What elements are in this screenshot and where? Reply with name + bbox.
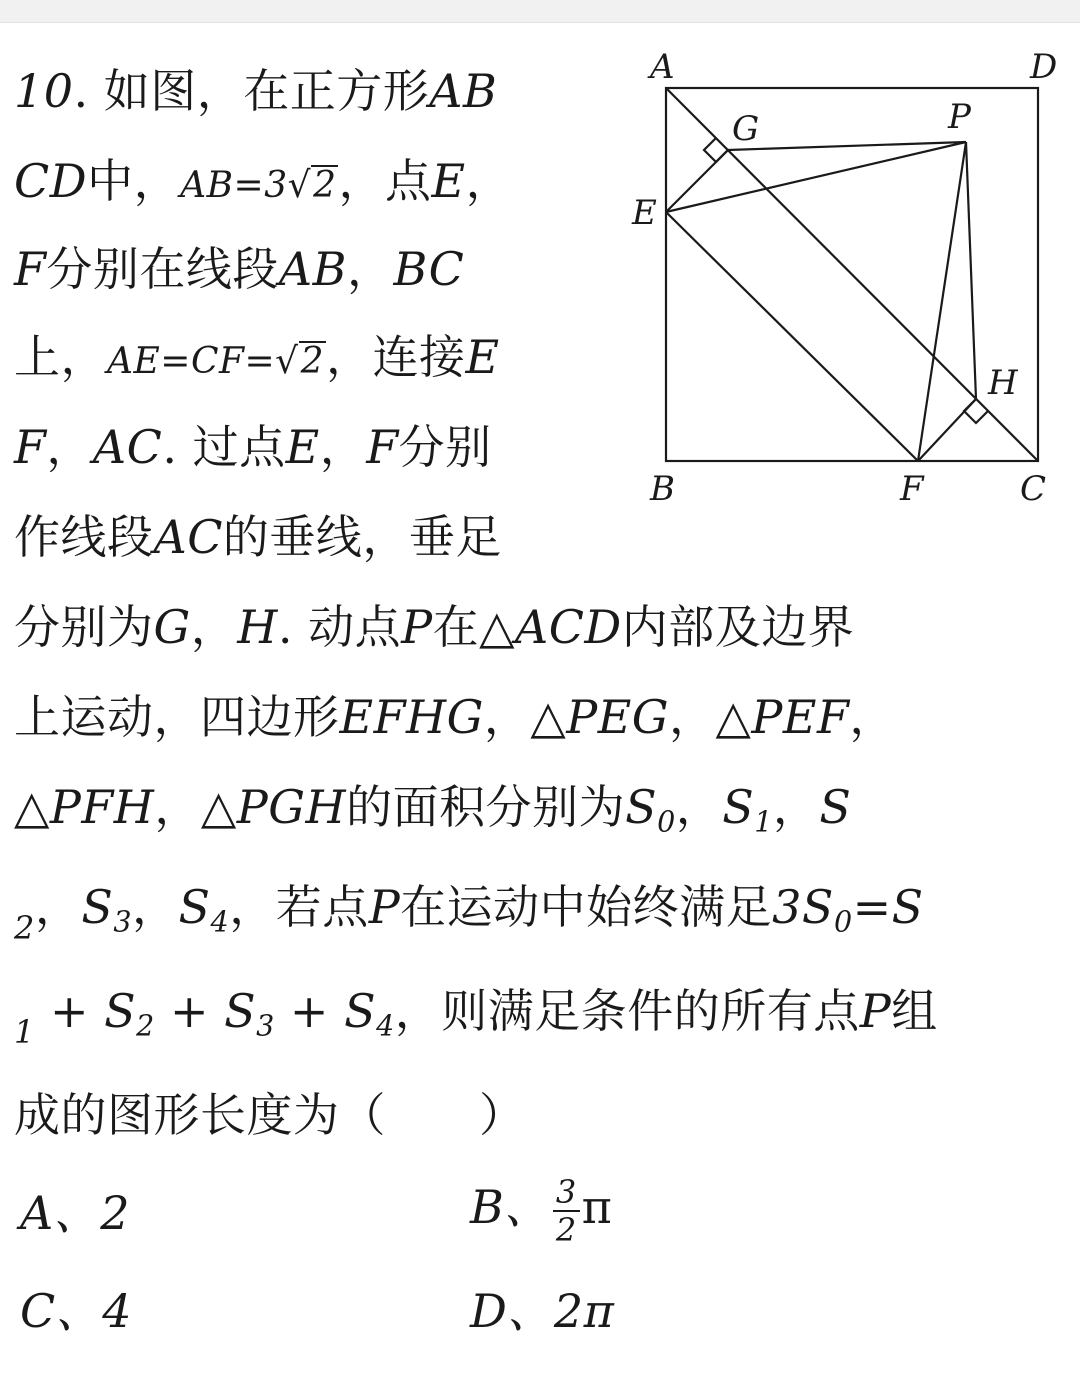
problem-line-6: 作线段AC的垂线，垂足 <box>14 510 502 564</box>
option-a[interactable]: A、2 <box>20 1186 131 1240</box>
segment-ph <box>966 142 976 399</box>
segment-ep <box>666 142 966 212</box>
problem-line-5: F，AC. 过点E，F分别 <box>14 420 492 474</box>
label-a: A <box>650 47 675 87</box>
problem-line-12: 成的图形长度为（ ） <box>14 1088 526 1142</box>
problem-line-11: $_1 + S_2 + S_3 + S_4$，则满足条件的所有点P组 <box>14 984 938 1051</box>
option-c[interactable]: C、4 <box>20 1284 132 1338</box>
option-b[interactable]: B、 $\frac{3}{2}$ π <box>470 1173 613 1249</box>
problem-line-9: △PFH，△PGH的面积分别为$S_0$，$S_1$，S <box>14 780 852 839</box>
problem-line-8: 上运动，四边形EFHG，△PEG，△PEF， <box>14 690 896 744</box>
top-bar <box>0 0 1080 23</box>
label-f: F <box>900 469 924 509</box>
label-p: P <box>948 97 971 137</box>
option-d[interactable]: D、2π <box>470 1284 615 1338</box>
segment-gp <box>728 142 966 150</box>
label-d: D <box>1030 47 1058 87</box>
problem-line-10: $_2$，$S_3$，$S_4$，若点P在运动中始终满足$3S_0=S$ <box>14 880 924 947</box>
sqrt-symbol: √ <box>275 341 299 382</box>
label-h: H <box>988 363 1018 403</box>
right-angle-mark-h <box>964 399 988 423</box>
fraction: $\frac{3}{2}$ <box>553 1176 580 1246</box>
problem-line-4: 上，AE=CF=√2，连接E <box>14 330 500 384</box>
label-c: C <box>1020 469 1047 509</box>
geometry-figure <box>628 40 1068 520</box>
problem-number: 10 <box>14 64 74 118</box>
problem-line-1: 10. 如图，在正方形AB <box>14 64 498 118</box>
label-b: B <box>650 469 675 509</box>
segment-ef <box>666 212 918 461</box>
sqrt-symbol: √ <box>287 165 312 206</box>
problem-line-7: 分别为G，H. 动点P在△ACD内部及边界 <box>14 600 855 654</box>
diagonal-ac <box>666 88 1038 461</box>
label-e: E <box>632 193 657 233</box>
problem-line-2: CD中，AB=3√2，点E， <box>14 154 513 208</box>
segment-pf <box>918 142 966 461</box>
problem-line-3: F分别在线段AB，BC <box>14 242 465 296</box>
right-angle-mark-g <box>704 138 728 162</box>
label-g: G <box>732 109 760 149</box>
